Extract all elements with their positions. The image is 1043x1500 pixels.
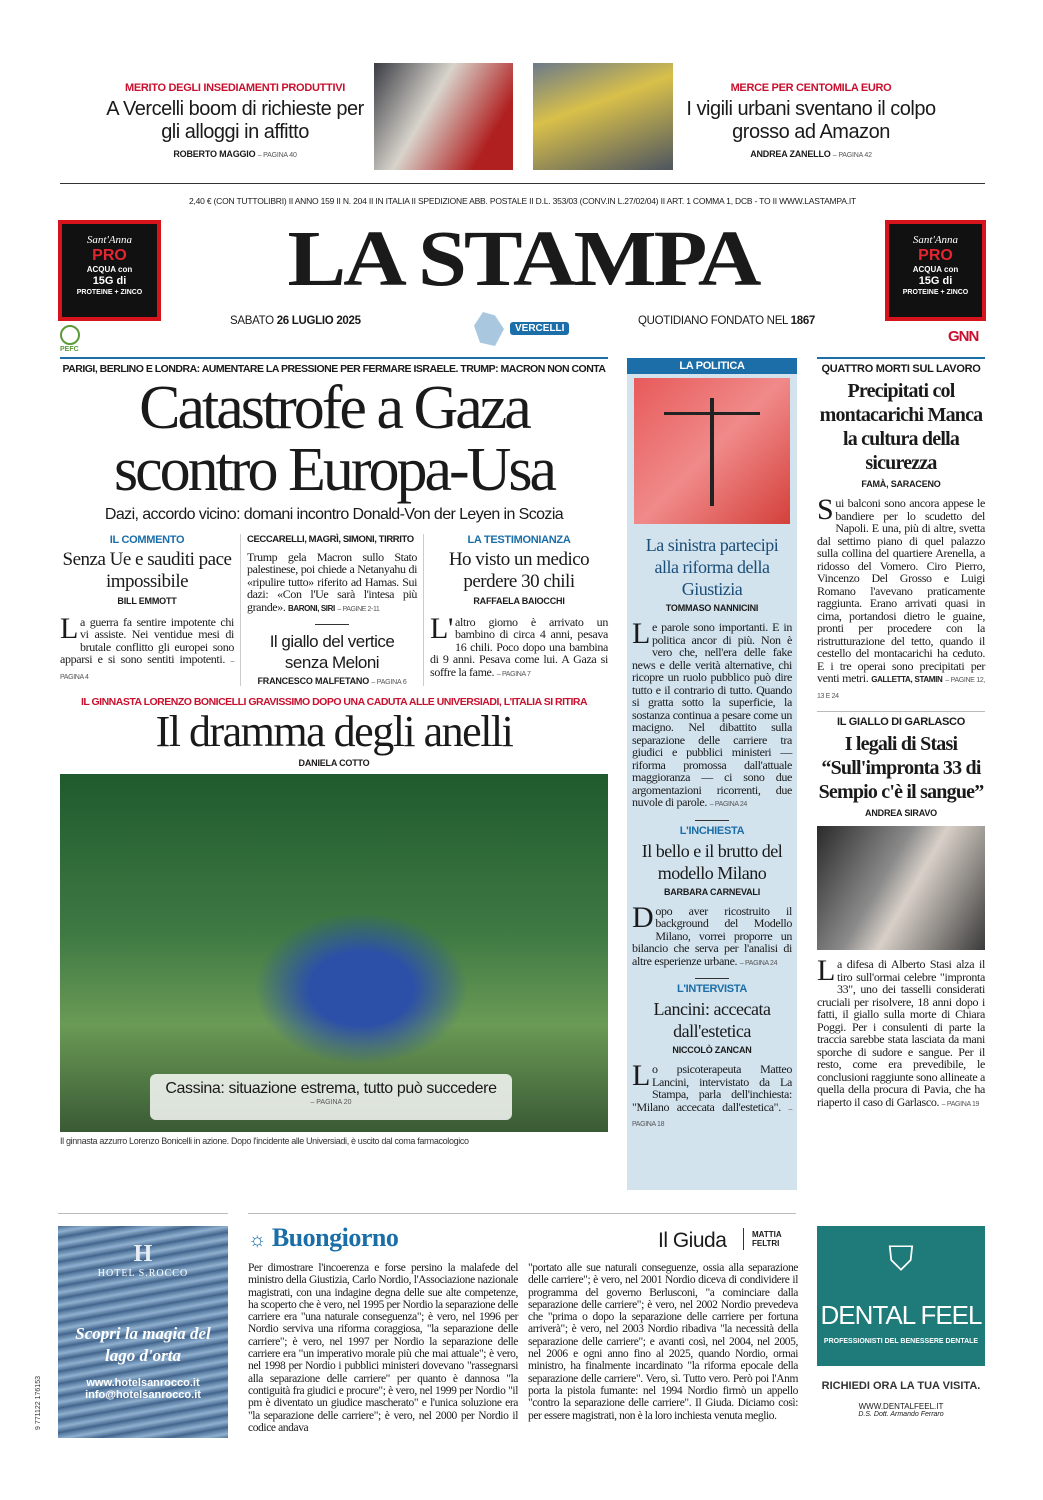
teaser-title: A Vercelli boom di richieste per gli alloggi in affitto	[106, 98, 364, 143]
hotel-mail: info@hotelsanrocco.it	[85, 1389, 201, 1401]
dental-tagline: PROFESSIONISTI DEL BENESSERE DENTALE	[823, 1338, 979, 1345]
buongiorno-column-title: Il Giuda	[658, 1229, 727, 1252]
sport-author: DANIELA COTTO	[298, 758, 370, 769]
ad-line: PROTEINE + ZINCO	[902, 289, 969, 296]
buongiorno-author: MATTIA FELTRI	[752, 1230, 782, 1248]
article-title: La sinistra partecipi alla riforma della Giustizia	[645, 535, 779, 599]
lead-subhead: Dazi, accordo vicino: domani incontro Donald-Von der Leyen in Scozia	[104, 506, 564, 523]
masthead-date: SABATO 26 LUGLIO 2025	[230, 315, 361, 327]
main-column	[60, 357, 608, 1146]
dental-brand: DENTAL FEEL	[820, 1300, 982, 1330]
article-title: Ho visto un medico perdere 30 chili	[448, 548, 590, 592]
article-author: FRANCESCO MALFETANO	[257, 676, 369, 687]
masthead-founded: QUOTIDIANO FONDATO NEL 1867	[638, 315, 816, 327]
article-author: TOMMASO NANNICINI	[665, 603, 759, 613]
buongiorno-text-col1: Per dimostrare l'incoerenza e forse persino la malafede del ministro della Giustizia, Carlo Nordio, l'Associazione nazionale magistrati, con una indagine degna delle sue alte competenze, ha scoperto che è vero, nel 1995 per Nordio la separazione delle carriere era "una naturale conseguenza"; è vero, nel 1996 per Nordio serviva una riforma coraggiosa, "la separazione delle carriere"; è vero, nel 1997 per Nordio la separazione delle carriere era "un imperativo morale più che mai attuale"; è vero, nel 1998 per Nordio i pubblici ministeri dovevano "rassegnarsi alla separazione delle carriere" per quanto è dannosa "la contiguità fra giudici e procure"; è vero, nel 1999 per Nordio "il pm è diventato un giudice mascherato" e l'unica soluzione era "la separazione delle carriere"; è vero, nel 2000 per Nordio il codice andava	[248, 1262, 518, 1434]
hotel-web: www.hotelsanrocco.it	[86, 1377, 200, 1389]
ad-hotel-sanrocco[interactable]	[58, 1226, 228, 1438]
stasi-lawyers-photo	[817, 826, 985, 950]
pefc-label: PEFC	[60, 346, 79, 353]
masthead-logo[interactable]: LA STAMPA	[287, 215, 759, 304]
article-title: Il bello e il brutto del modello Milano	[641, 840, 783, 883]
article-politica[interactable]	[632, 534, 792, 812]
hotel-logo-text: HOTEL S.ROCCO	[97, 1268, 189, 1279]
dental-cta: RICHIEDI ORA LA TUA VISITA.	[821, 1380, 981, 1392]
article-inchiesta[interactable]	[632, 825, 792, 971]
article-authors: CECCARELLI, MAGRÌ, SIMONI, TIRRITO	[246, 533, 414, 545]
article-garlasco[interactable]	[817, 716, 985, 1111]
article-title: Senza Ue e sauditi pace impossibile	[62, 548, 232, 592]
barcode: 9 771122 176153	[35, 1376, 42, 1430]
region-map-icon	[474, 312, 504, 346]
teaser-left[interactable]	[96, 76, 374, 159]
photo-quote-text: Cassina: situazione estrema, tutto può succedere	[165, 1080, 497, 1098]
hotel-logo-icon: H	[133, 1241, 153, 1267]
article-kicker: QUATTRO MORTI SUL LAVORO	[821, 363, 981, 375]
article-body: L'altro giorno è arrivato un bambino di circa 4 anni, pesava 16 chili. Poco dopo una bambina di 9 anni. Pesava come lui. A Gaza si soffre la fame.	[430, 611, 608, 679]
article-author: BARBARA CARNEVALI	[663, 886, 761, 897]
article-author: RAFFAELA BAIOCCHI	[473, 595, 565, 606]
article-kicker: IL COMMENTO	[109, 533, 185, 546]
teaser-title: I vigili urbani sventano il colpo grosso ad Amazon	[686, 98, 936, 143]
article-title: I legali di Stasi “Sull'impronta 33 di Sempio c'è il sangue”	[818, 733, 984, 803]
ad-pro: PRO	[918, 247, 953, 264]
photo-quote[interactable]	[150, 1074, 512, 1120]
teaser-page: – PAGINA 40	[257, 152, 297, 159]
article-title: Il giallo del vertice senza Meloni	[269, 632, 395, 673]
teaser-photo-housing	[374, 63, 513, 170]
photo-quote-page: – PAGINA 20	[310, 1099, 352, 1107]
article-page: – PAGINE 12, 13 E 24	[817, 677, 986, 700]
teaser-right[interactable]	[680, 76, 942, 159]
article-author: ANDREA SIRAVO	[865, 808, 937, 818]
ad-dental-feel[interactable]	[817, 1226, 985, 1438]
sport-headline[interactable]: Il dramma degli anelli	[155, 707, 513, 757]
teaser-author: ANDREA ZANELLO	[750, 149, 831, 159]
article-page: – PAGINA 6	[371, 679, 407, 687]
teaser-kicker: MERITO DEGLI INSEDIAMENTI PRODUTTIVI	[124, 82, 345, 94]
article-body: La guerra fa sentire impotente chi vi assiste. Nei ventidue mesi di brutale conflitto gli europei sono apparsi e si sono sentiti impotenti.	[60, 611, 234, 667]
article-page: – PAGINA 18	[632, 1105, 792, 1128]
sport-kicker: IL GINNASTA LORENZO BONICELLI GRAVISSIMO DOPO UNA CADUTA ALLE UNIVERSIADI, L'ITALIA SI RITIRA	[80, 696, 588, 709]
article-body: Lo psicoterapeuta Matteo Lancini, intervistato da La Stampa, parla dell'inchiesta: "Milano accecata dall'estetica".	[632, 1059, 792, 1114]
article-kicker: LA TESTIMONIANZA	[467, 533, 571, 546]
teaser-page: – PAGINA 42	[832, 152, 872, 159]
article-kicker: IL GIALLO DI GARLASCO	[837, 716, 965, 728]
ad-line: 15G di	[918, 275, 953, 287]
teaser-photo-warehouse	[533, 63, 673, 170]
article-byline: GALLETTA, STAMIN	[871, 675, 943, 684]
article-title: Precipitati col montacarichi Manca la cultura della sicurezza	[819, 380, 983, 474]
sun-icon: ☼	[248, 1229, 266, 1251]
ad-line: ACQUA con	[86, 265, 133, 274]
pefc-logo-icon	[60, 325, 80, 345]
edition-badge[interactable]: VERCELLI	[510, 322, 569, 335]
article-author: NICCOLÒ ZANCAN	[672, 1045, 752, 1055]
article-lavoro[interactable]	[817, 363, 985, 703]
photo-caption: Il ginnasta azzurro Lorenzo Bonicelli in azione. Dopo l'incidente alle Universiadi, è uscito dal coma farmacologico	[60, 1136, 469, 1147]
ad-brand: Sant'Anna	[912, 234, 959, 246]
gymnast-photo	[60, 774, 608, 1132]
article-page: – PAGINA 4	[60, 658, 234, 681]
article-kicker: L'INCHIESTA	[679, 824, 745, 837]
article-page: – PAGINA 24	[709, 801, 747, 808]
section-label: LA POLITICA	[627, 358, 797, 374]
tooth-icon: ⛉	[888, 1241, 914, 1278]
lead-kicker: PARIGI, BERLINO E LONDRA: AUMENTARE LA PRESSIONE PER FERMARE ISRAELE. TRUMP: MACRON NON CONTA	[62, 363, 606, 375]
hotel-tagline: Scopri la magia del lago d'orta	[75, 1324, 211, 1365]
ad-santanna-right[interactable]	[885, 220, 986, 321]
dental-doctor: D.S. Dott. Armando Ferraro	[858, 1411, 944, 1418]
article-body: Sui balconi sono ancora appese le bandiere per lo scudetto del Napoli. E una, più di altre, svetta dal settimo piano di quel palazzo sulla collina del quartiere Arenella, a ridosso del Vomero. Ciro Pierro, Vincenzo Del Grosso e Luigi Romano l'avevano praticamente raggiunta. Erano arrivati quasi in cima, portandosi dietro le guaine, pronti per procedere con la ristrutturazione del tetto, quando il cestello del montacarichi ha ceduto. E i tre operai sono precipitati per venti metri.	[817, 493, 985, 685]
garlasco-body: La difesa di Alberto Stasi alza il tiro sull'ormai celebre "impronta 33", uno dei tasselli considerati cruciali per risolvere, 18 anni dopo i fatti, il giallo sulla morte di Chiara Poggi. Per i consulenti di parte la traccia sarebbe stata lasciata da mani sporche di sudore e sangue. Per il resto, come era prevedibile, le conclusioni raggiunte sono allineate a quella della procura di Pavia, che ha riaperto il caso di Garlasco. – PAGINA 19	[817, 954, 985, 1109]
scales-of-justice-illustration	[634, 378, 790, 524]
article-author: BILL EMMOTT	[117, 595, 177, 606]
article-body: Le parole sono importanti. E in politica ancor di più. Non è vero che, nell'era delle fake news e delle verità alternative, chi ricopre un ruolo pubblico può dire tutto e il contrario di tutto. Quando si gratta sotto la superficie, la sostanza continua a pesare come un macigno. Nel dibattito sulla separazione delle carriere tra giudici e pubblici ministeri — riforma promossa dall'attuale maggioranza — ci sono due argomentazioni ricorrenti, due nuvole di parole.	[632, 617, 792, 809]
ad-line: 15G di	[92, 275, 127, 287]
buongiorno-text-col2: "portato alle sue naturali conseguenze, ossia alla separazione delle carriere"; è vero, nel 2001 Nordio diceva di condividere il programma del governo Berlusconi, "a cominciare dalla separazione delle carriere"; è vero, nel 2002 Nordio prevedeva che "prima o dopo la separazione delle carriere per fortuna arriverà"; è vero, nel 2003 Nordio ribadiva "la necessità della separazione delle carriere"; e avanti così, nel 2004, nel 2005, nel 2006 e ogni anno fino al 2025, quando Nordio, ormai ministro, ha finalmente incardinato "la riforma epocale della separazione delle carriere". Vero, sì. Tutto vero. Però poi l'Anm porta la pistola fumante: nel 1994 Nordio firmò un appello "contro la separazione delle carriere". Il Giuda. Diciamo così: per essere magistrati, non è la loro inchiesta venuta meglio.	[528, 1262, 798, 1422]
article-page: – PAGINA 7	[496, 670, 531, 678]
lead-headline[interactable]: Catastrofe a Gaza scontro Europa-Usa	[113, 374, 555, 504]
article-trump[interactable]	[247, 534, 417, 687]
article-commento[interactable]	[60, 534, 234, 685]
ad-line: ACQUA con	[912, 265, 959, 274]
article-page: – PAGINA 19	[941, 1100, 980, 1108]
article-page: – PAGINE 2-11	[337, 605, 380, 613]
ad-brand: Sant'Anna	[86, 234, 133, 246]
article-page: – PAGINA 24	[739, 959, 778, 967]
buongiorno-title[interactable]: ☼ Buongiorno	[248, 1223, 399, 1252]
middle-column-content	[627, 358, 797, 1132]
article-body: Dopo aver ricostruito il background del Modello Milano, vorrei proporre un bilancio che serva per l'analisi di altre esperienze urbane.	[632, 900, 792, 968]
info-line: 2,40 € (CON TUTTOLIBRI) II ANNO 159 II N. 204 II IN ITALIA II SPEDIZIONE ABB. POSTALE II D.L. 353/03 (CONV.IN L.27/02/04) II ART. 1 COMMA 1, DCB - TO II WWW.LASTAMPA.IT	[188, 196, 857, 206]
article-title: Lancini: accecata dall'estetica	[653, 999, 771, 1041]
article-intervista[interactable]	[632, 983, 792, 1132]
teaser-kicker: MERCE PER CENTOMILA EURO	[730, 82, 892, 94]
ad-line: PROTEINE + ZINCO	[76, 289, 143, 296]
article-body: Trump gela Macron sullo Stato palestinese, poi chiede a Netanyahu di «ripulire tutto» riferito ad Hamas. Sui dazi: «Con l'Ue sarà l'intesa più grande».	[246, 549, 418, 614]
gnn-logo: GNN	[948, 328, 979, 345]
right-column	[817, 357, 985, 1111]
ad-pro: PRO	[92, 247, 127, 264]
article-testimonianza[interactable]	[430, 534, 608, 682]
dental-web: WWW.DENTALFEEL.IT	[858, 1402, 944, 1411]
article-kicker: L'INTERVISTA	[676, 983, 748, 995]
teaser-author: ROBERTO MAGGIO	[173, 149, 256, 159]
columns-row	[60, 534, 608, 687]
article-byline: BARONI, SIRI	[288, 603, 335, 613]
ad-santanna-left[interactable]	[58, 220, 161, 321]
article-author: FAMÀ, SARACENO	[861, 479, 941, 489]
